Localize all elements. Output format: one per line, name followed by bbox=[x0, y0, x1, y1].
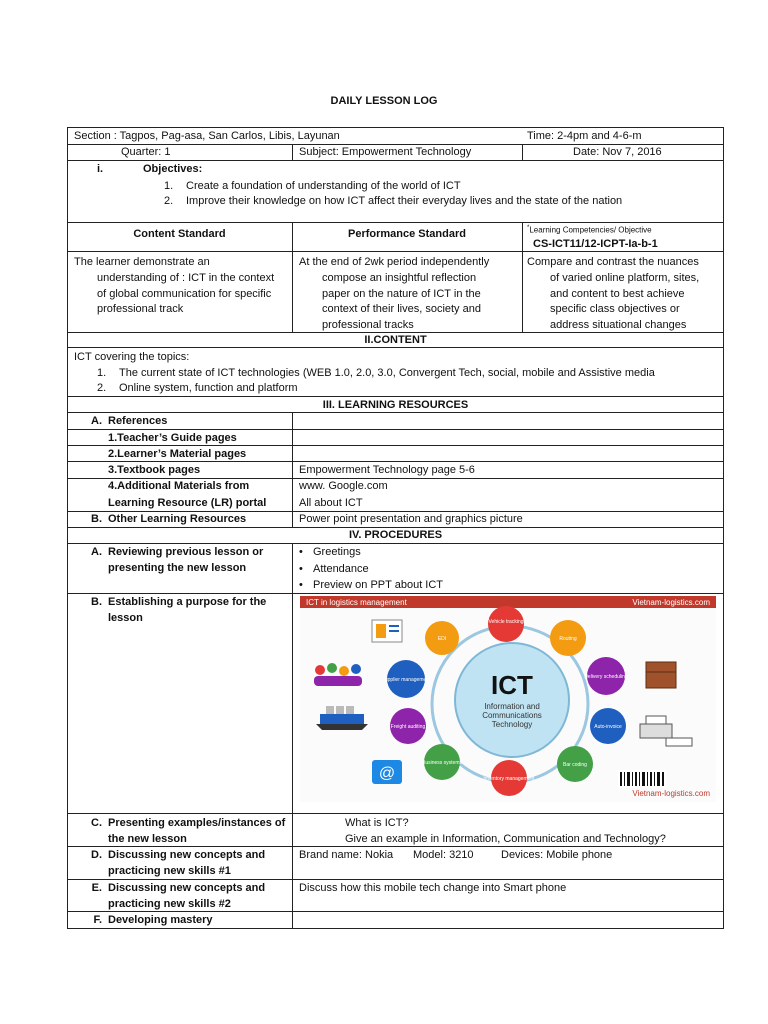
node-label: Bar coding bbox=[563, 762, 587, 768]
objectives-label: Objectives: bbox=[143, 163, 203, 175]
node-label: Business systems bbox=[421, 760, 463, 766]
node-auto-invoice bbox=[590, 708, 626, 744]
email-icon bbox=[372, 760, 402, 784]
resources-heading: III. LEARNING RESOURCES bbox=[322, 399, 469, 411]
ict-diagram-svg bbox=[300, 596, 716, 802]
content-item-2: 2. Online system, function and platform bbox=[97, 382, 298, 394]
page-title: DAILY LESSON LOG bbox=[330, 95, 438, 107]
competency-header: *Learning Competencies/ Objective bbox=[527, 225, 652, 235]
ict-logistics-diagram bbox=[300, 596, 716, 802]
node-delivery-scheduling bbox=[584, 657, 628, 695]
performance-standard-line: context of their lives, society and bbox=[322, 303, 481, 315]
node-label: EDI bbox=[437, 636, 447, 642]
center-sub: Technology bbox=[491, 720, 533, 729]
node-freight-auditing bbox=[390, 708, 426, 744]
node-bar-coding bbox=[557, 746, 593, 782]
content-standard-header: Content Standard bbox=[133, 228, 226, 240]
bullet-item: • Greetings bbox=[299, 546, 361, 558]
competency-line: of varied online platform, sites, bbox=[550, 272, 700, 284]
content-standard-line: understanding of : ICT in the context bbox=[97, 272, 275, 284]
additional-value-link: www. Google.com bbox=[299, 480, 388, 492]
section-field: Section : Tagpos, Pag-asa, San Carlos, Libis, Layunan bbox=[74, 130, 340, 142]
procedure-a-label-2: presenting the new lesson bbox=[108, 562, 247, 574]
additional-materials-label: 4.Additional Materials from bbox=[108, 480, 250, 492]
competency-code: CS-ICT11/12-ICPT-Ia-b-1 bbox=[533, 238, 658, 250]
node-edi bbox=[425, 621, 459, 655]
procedure-d-brand: Brand name: Nokia bbox=[299, 849, 394, 861]
node-inventory-management bbox=[483, 760, 535, 796]
competency-line: Compare and contrast the nuances bbox=[527, 256, 699, 268]
svg-text:@: @ bbox=[378, 765, 396, 782]
objectives-numeral: i. bbox=[97, 163, 104, 175]
printer-icon bbox=[640, 716, 692, 746]
node-label: Inventory management bbox=[483, 776, 535, 782]
objective-item-1: 1. Create a foundation of understanding of the world of ICT bbox=[164, 180, 461, 192]
content-heading: II.CONTENT bbox=[364, 334, 427, 346]
box-icon bbox=[646, 662, 676, 688]
node-label: Supplier management bbox=[381, 677, 431, 683]
node-label: Routing bbox=[559, 636, 577, 642]
objective-item-2: 2. Improve their knowledge on how ICT affect their everyday lives and the state of the nation bbox=[164, 195, 623, 207]
performance-standard-line: paper on the nature of ICT in the bbox=[322, 288, 481, 300]
performance-standard-line: professional tracks bbox=[322, 319, 414, 331]
additional-materials-label-2: Learning Resource (LR) portal bbox=[108, 497, 267, 509]
center-sub: Information and bbox=[484, 702, 540, 711]
procedure-e-label: E. Discussing new concepts and bbox=[91, 882, 266, 894]
procedure-e-value: Discuss how this mobile tech change into Smart phone bbox=[299, 882, 567, 894]
procedure-b-label-2: lesson bbox=[108, 612, 143, 624]
node-label: Delivery scheduling bbox=[584, 674, 628, 680]
diagram-footer: Vietnam-logistics.com bbox=[632, 789, 710, 798]
people-icon bbox=[314, 663, 362, 686]
center-title: ICT bbox=[491, 670, 533, 700]
competency-line: address situational changes bbox=[550, 319, 687, 331]
procedure-c-value-1: What is ICT? bbox=[345, 817, 409, 829]
performance-standard-header: Performance Standard bbox=[348, 228, 466, 240]
bullet-item: • Preview on PPT about ICT bbox=[299, 579, 444, 591]
procedure-e-label-2: practicing new skills #2 bbox=[108, 898, 231, 910]
content-standard-line: professional track bbox=[97, 303, 184, 315]
performance-standard-line: compose an insightful reflection bbox=[322, 272, 477, 284]
procedure-d-model: Model: 3210 bbox=[413, 849, 474, 861]
procedure-c-label-2: the new lesson bbox=[108, 833, 187, 845]
content-standard-line: of global communication for specific bbox=[97, 288, 272, 300]
subject-field: Subject: Empowerment Technology bbox=[299, 146, 472, 158]
node-business-systems bbox=[422, 744, 463, 780]
content-item-1: 1. The current state of ICT technologies (WEB 1.0, 2.0, 3.0, Convergent Tech, social, mobile and Assistive media bbox=[97, 367, 655, 379]
other-resources-value: Power point presentation and graphics picture bbox=[299, 513, 523, 525]
procedure-f-label: F. Developing mastery bbox=[93, 914, 213, 926]
additional-value-text: All about ICT bbox=[299, 497, 363, 509]
procedure-d-label: D. Discussing new concepts and bbox=[91, 849, 266, 861]
document-icon bbox=[372, 620, 402, 642]
content-standard-line: The learner demonstrate an bbox=[74, 256, 210, 268]
procedure-b-label: B. Establishing a purpose for the bbox=[91, 596, 267, 608]
banner-left-text: ICT in logistics management bbox=[306, 598, 407, 607]
node-routing bbox=[550, 620, 586, 656]
procedure-c-label: C. Presenting examples/instances of bbox=[91, 817, 286, 829]
competency-line: specific class objectives or bbox=[550, 303, 680, 315]
textbook-value: Empowerment Technology page 5-6 bbox=[299, 464, 475, 476]
barcode-icon bbox=[618, 770, 666, 788]
center-sub: Communications bbox=[482, 711, 542, 720]
ship-icon bbox=[316, 706, 368, 730]
node-supplier-management bbox=[382, 660, 432, 698]
performance-standard-line: At the end of 2wk period independently bbox=[299, 256, 490, 268]
teachers-guide-label: 1.Teacher’s Guide pages bbox=[108, 432, 237, 444]
other-resources-label: B. Other Learning Resources bbox=[91, 513, 247, 525]
procedure-d-devices: Devices: Mobile phone bbox=[501, 849, 613, 861]
textbook-label: 3.Textbook pages bbox=[108, 464, 201, 476]
node-vehicle-tracking bbox=[488, 606, 524, 642]
procedure-c-value-2: Give an example in Information, Communication and Technology? bbox=[345, 833, 666, 845]
node-label: Vehicle tracking bbox=[488, 619, 524, 625]
quarter-field: Quarter: 1 bbox=[121, 146, 171, 158]
procedure-a-label: A. Reviewing previous lesson or bbox=[91, 546, 264, 558]
node-label: Freight auditing bbox=[390, 724, 426, 730]
competency-line: and content to best achieve bbox=[550, 288, 685, 300]
learners-material-label: 2.Learner’s Material pages bbox=[108, 448, 247, 460]
procedure-d-label-2: practicing new skills #1 bbox=[108, 865, 231, 877]
references-label: A. References bbox=[91, 415, 168, 427]
center-circle bbox=[455, 643, 569, 757]
procedures-heading: IV. PROCEDURES bbox=[348, 529, 443, 541]
bullet-item: • Attendance bbox=[299, 563, 369, 575]
date-field: Date: Nov 7, 2016 bbox=[573, 146, 662, 158]
time-field: Time: 2-4pm and 4-6-m bbox=[527, 130, 642, 142]
node-label: Auto-invoice bbox=[594, 724, 622, 730]
banner-right-text: Vietnam-logistics.com bbox=[632, 598, 710, 607]
content-intro: ICT covering the topics: bbox=[74, 351, 190, 363]
